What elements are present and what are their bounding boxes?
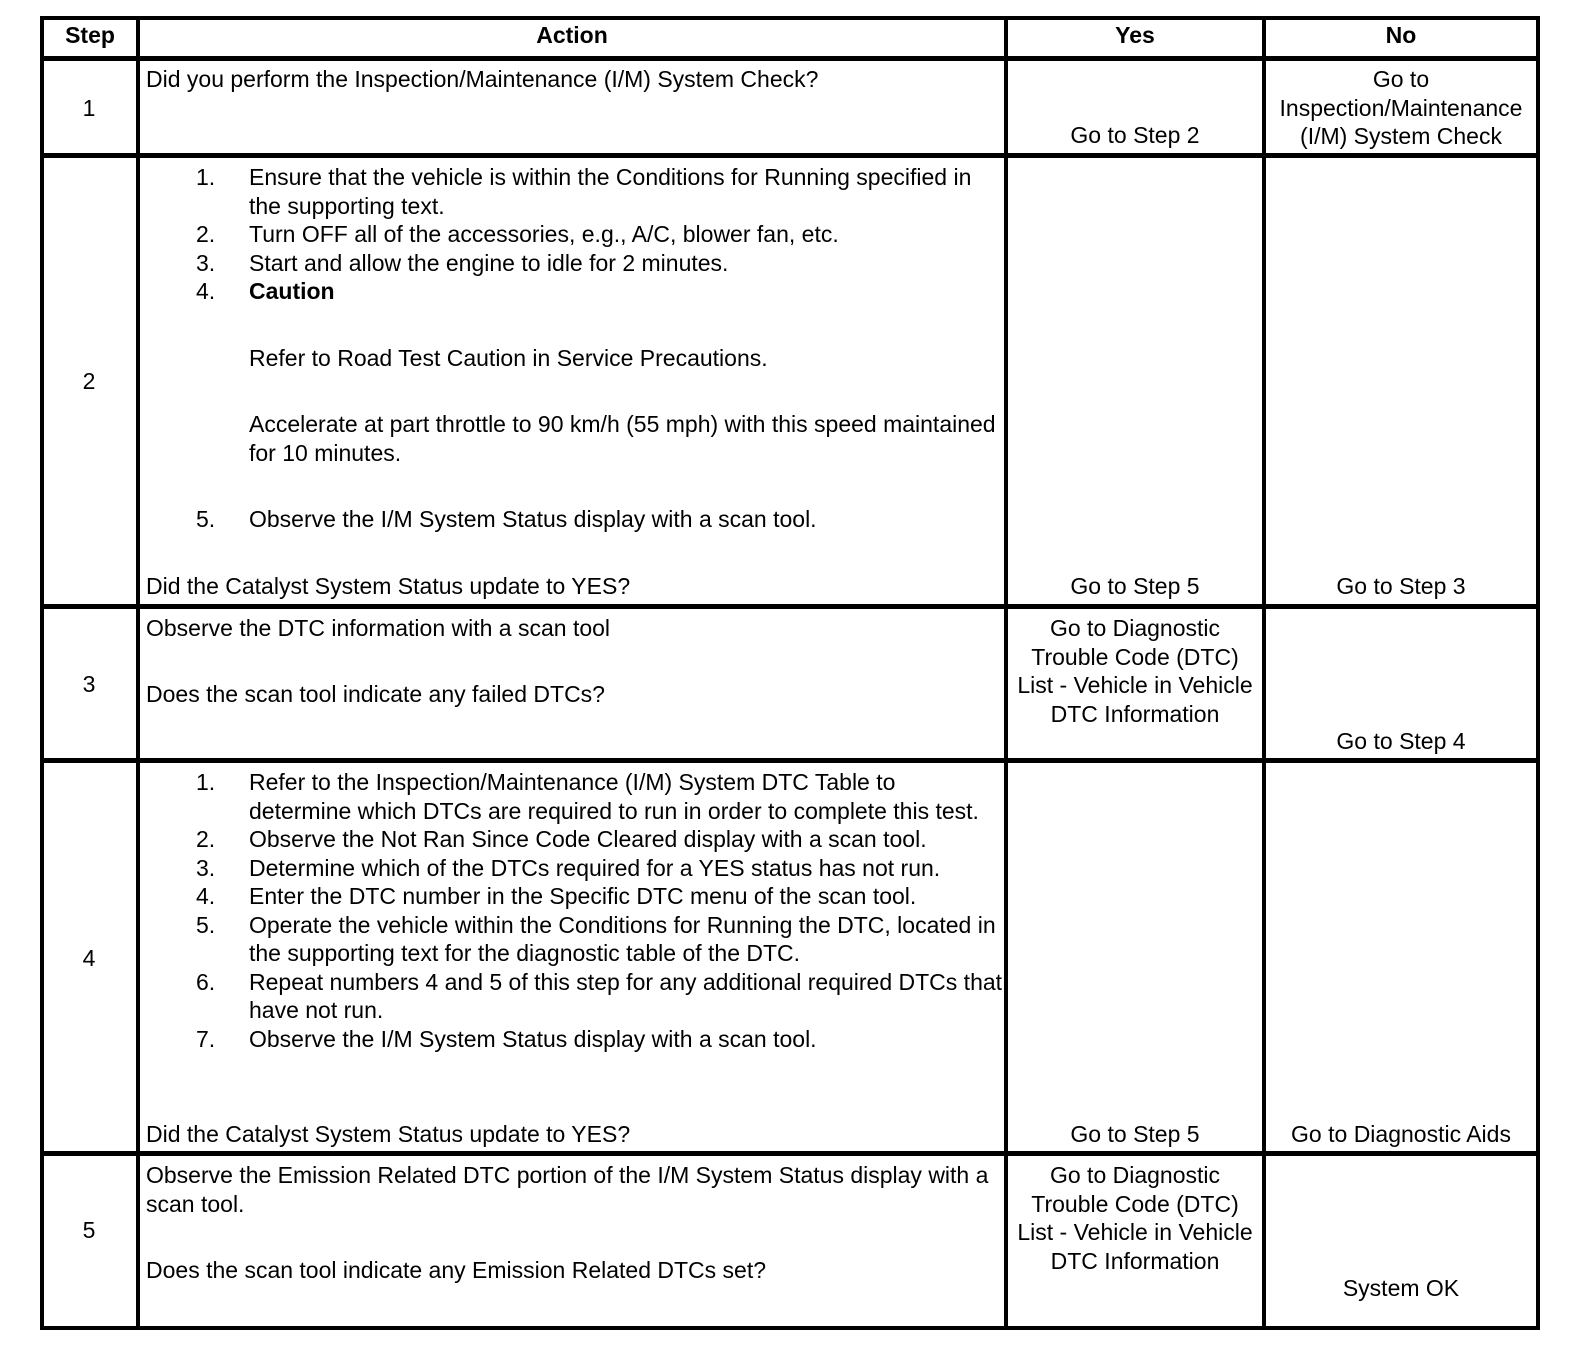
yes-cell: Go to Diagnostic Trouble Code (DTC) List - Vehicle in Vehicle DTC Information xyxy=(1017,615,1253,727)
list-item: 1. Ensure that the vehicle is within the Conditions for Running specified in the supporting text. xyxy=(196,164,972,219)
action-question: Does the scan tool indicate any Emission Related DTCs set? xyxy=(146,1257,767,1283)
no-cell: System OK xyxy=(1342,1275,1460,1301)
yes-cell: Go to Step 5 xyxy=(1070,573,1200,599)
action-intro: Observe the DTC information with a scan tool xyxy=(146,615,611,641)
action-question: Did the Catalyst System Status update to YES? xyxy=(146,573,631,599)
list-item: 4. Caution xyxy=(196,278,335,304)
action-cell xyxy=(144,163,1004,534)
step-number: 4 xyxy=(82,945,96,971)
no-cell: Go to Inspection/Maintenance (I/M) System Check xyxy=(1279,66,1523,149)
list-item: 2. Observe the Not Ran Since Code Cleared display with a scan tool. xyxy=(196,826,927,852)
row-divider xyxy=(40,153,1540,158)
action-question: Did the Catalyst System Status update to YES? xyxy=(146,1121,631,1147)
row-divider xyxy=(40,604,1540,609)
list-item: 4. Enter the DTC number in the Specific DTC menu of the scan tool. xyxy=(196,883,917,909)
step-number: 3 xyxy=(82,671,96,697)
action-question: Does the scan tool indicate any failed DTCs? xyxy=(146,681,605,707)
yes-cell: Go to Step 2 xyxy=(1070,122,1200,148)
row-divider xyxy=(40,56,1540,61)
header-yes: Yes xyxy=(1115,22,1155,48)
caution-instruction: Accelerate at part throttle to 90 km/h (55 mph) with this speed maintained for 10 minutes. xyxy=(249,411,996,466)
yes-cell: Go to Diagnostic Trouble Code (DTC) List - Vehicle in Vehicle DTC Information xyxy=(1017,1162,1253,1274)
list-item: 3. Determine which of the DTCs required for a YES status has not run. xyxy=(196,854,941,881)
caution-text: Refer to Road Test Caution in Service Precautions. xyxy=(249,344,768,371)
list-item: 6. Repeat numbers 4 and 5 of this step for any additional required DTCs that have not run. xyxy=(196,968,1003,1023)
list-item: 3. Start and allow the engine to idle for 2 minutes. xyxy=(196,249,729,276)
action-question: Did you perform the Inspection/Maintenance (I/M) System Check? xyxy=(146,66,819,92)
action-intro: Observe the Emission Related DTC portion of the I/M System Status display with a scan tool. xyxy=(146,1162,989,1217)
diagnostic-table xyxy=(40,16,1540,1330)
header-step: Step xyxy=(65,22,115,48)
row-divider xyxy=(40,1151,1540,1156)
no-cell: Go to Step 3 xyxy=(1336,573,1466,599)
list-item: 5. Operate the vehicle within the Conditions for Running the DTC, located in the supporting text for the diagnostic table of the DTC. xyxy=(196,911,996,966)
header-action: Action xyxy=(536,22,608,48)
yes-cell: Go to Step 5 xyxy=(1070,1121,1200,1147)
list-item: 5. Observe the I/M System Status display with a scan tool. xyxy=(196,506,817,532)
caution-heading: Caution xyxy=(249,278,335,304)
no-cell: Go to Step 4 xyxy=(1336,728,1466,754)
step-number: 2 xyxy=(82,368,96,394)
no-cell: Go to Diagnostic Aids xyxy=(1291,1121,1511,1147)
step-number: 5 xyxy=(82,1217,96,1243)
header-no: No xyxy=(1385,22,1417,48)
list-item: 2. Turn OFF all of the accessories, e.g., A/C, blower fan, etc. xyxy=(196,221,839,247)
action-cell xyxy=(144,768,1004,1053)
list-item: 7. Observe the I/M System Status display with a scan tool. xyxy=(196,1025,817,1052)
list-item: 1. Refer to the Inspection/Maintenance (I/M) System DTC Table to determine which DTCs are required to run in order to complete this test. xyxy=(196,769,979,824)
step-number: 1 xyxy=(82,95,96,121)
row-divider xyxy=(40,758,1540,763)
